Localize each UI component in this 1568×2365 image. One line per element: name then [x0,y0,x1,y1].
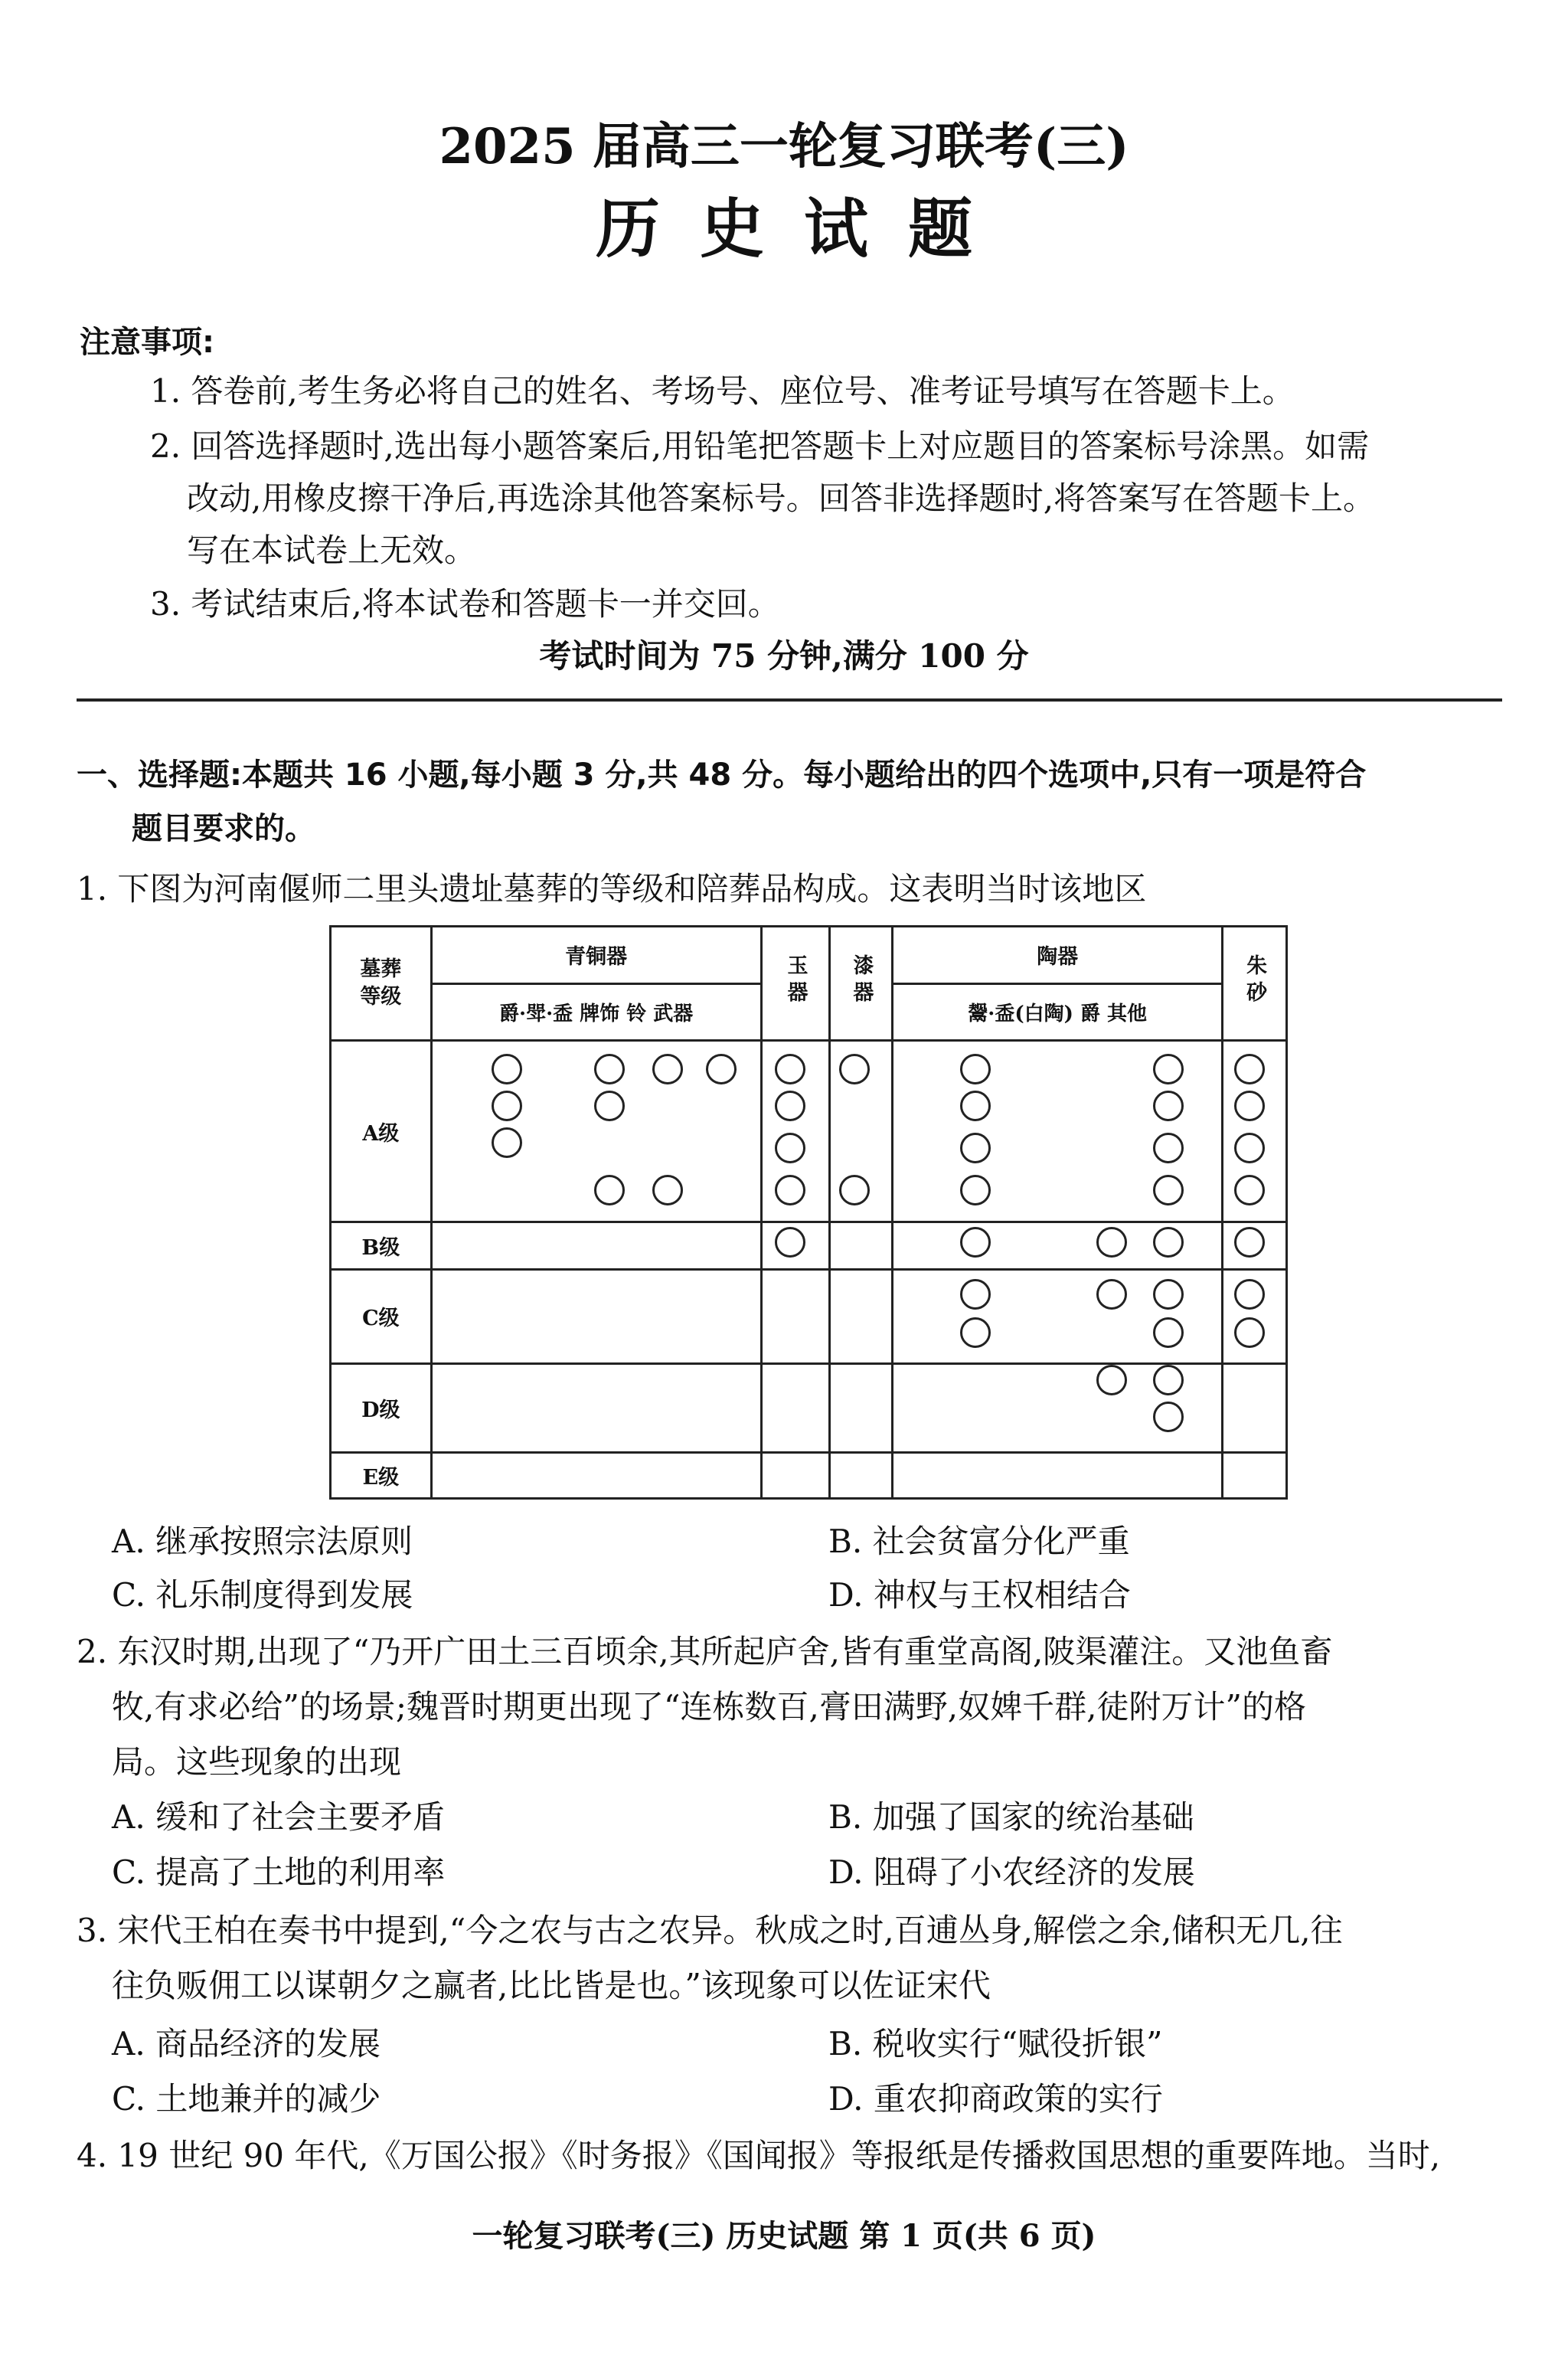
circle-a-pottery-other [1153,1175,1184,1205]
circle-a-cinnabar [1234,1091,1265,1121]
q3-option-b: B. 税收实行“赋役折银” [828,2025,1163,2062]
section-heading-cont: 题目要求的。 [132,811,315,846]
circle-a-bronze-jue [492,1054,522,1084]
exam-title: 2025 届高三一轮复习联考(三) [439,118,1129,175]
circle-b-pottery-jue [1096,1227,1127,1258]
circle-a-bronze-jue [492,1091,522,1121]
circle-c-cinnabar [1234,1279,1265,1310]
q2-option-c: C. 提高了土地的利用率 [112,1853,446,1891]
bronze-header: 青铜器 [431,927,761,984]
q2-stem-3: 局。这些现象的出现 [112,1743,402,1781]
q4-stem-1: 4. 19 世纪 90 年代,《万国公报》《时务报》《国闻报》等报纸是传播救国思想的重要阵地。当时, [77,2137,1441,2174]
circle-a-pottery-gui [960,1133,991,1163]
exam-time: 考试时间为 75 分钟,满分 100 分 [539,637,1029,675]
circle-a-lacquer [839,1175,870,1205]
q1-option-b: B. 社会贫富分化严重 [828,1523,1130,1560]
q3-option-a: A. 商品经济的发展 [112,2025,381,2062]
q1-option-c: C. 礼乐制度得到发展 [112,1576,413,1614]
pottery-subheader: 鬶·盉(白陶) 爵 其他 [893,983,1223,1041]
q2-stem-2: 牧,有求必给”的场景;魏晋时期更出现了“连栋数百,膏田满野,奴婢千群,徒附万计”的格 [112,1688,1306,1726]
q3-stem-2: 往负贩佣工以谋朝夕之赢者,比比皆是也。”该现象可以佐证宋代 [112,1967,991,2004]
circle-b-pottery-gui [960,1227,991,1258]
circle-c-pottery-jue [1096,1279,1127,1310]
subject-title: 历史试题 [595,191,1012,267]
burial-table [329,925,1288,1500]
circle-a-bronze-plaque [594,1091,625,1121]
circle-c-pottery-other [1153,1317,1184,1348]
circle-a-pottery-other [1153,1054,1184,1084]
q2-stem-1: 2. 东汉时期,出现了“乃开广田土三百顷余,其所起庐舍,皆有重堂高阁,陂渠灌注。又池鱼畜 [77,1633,1333,1670]
circle-a-jade [775,1091,805,1121]
circle-a-cinnabar [1234,1054,1265,1084]
rank-e: E级 [331,1452,432,1498]
circle-a-bronze-plaque [594,1054,625,1084]
cinnabar-header: 朱砂 [1223,927,1287,1041]
notice-heading: 注意事项: [80,325,214,360]
circle-a-jade [775,1054,805,1084]
circle-b-pottery-other [1153,1227,1184,1258]
circle-c-pottery-gui [960,1317,991,1348]
notice-item-2-cont: 改动,用橡皮擦干净后,再选涂其他答案标号。回答非选择题时,将答案写在答题卡上。 [187,479,1376,517]
page-footer: 一轮复习联考(三) 历史试题 第 1 页(共 6 页) [472,2218,1096,2254]
q1-option-d: D. 神权与王权相结合 [828,1576,1131,1614]
circle-c-cinnabar [1234,1317,1265,1348]
circle-d-pottery-other [1153,1402,1184,1432]
circle-a-jade [775,1175,805,1205]
rank-c: C级 [331,1270,432,1363]
circle-a-bronze-weapon [706,1054,737,1084]
circle-a-pottery-gui [960,1091,991,1121]
notice-item-2-cont2: 写在本试卷上无效。 [187,532,477,569]
rank-b: B级 [331,1222,432,1269]
q3-option-c: C. 土地兼并的减少 [112,2080,381,2118]
bronze-subheader: 爵·斝·盉 牌饰 铃 武器 [431,983,761,1041]
q1-option-a: A. 继承按照宗法原则 [112,1523,413,1560]
rank-a: A级 [331,1041,432,1222]
circle-c-pottery-gui [960,1279,991,1310]
notice-item-1: 1. 答卷前,考生务必将自己的姓名、考场号、座位号、准考证号填写在答题卡上。 [150,372,1295,410]
circle-a-bronze-plaque [594,1175,625,1205]
q2-option-b: B. 加强了国家的统治基础 [828,1798,1194,1836]
q1-stem: 1. 下图为河南偃师二里头遗址墓葬的等级和陪葬品构成。这表明当时该地区 [77,870,1147,908]
circle-a-bronze-jue [492,1127,522,1158]
circle-a-pottery-other [1153,1091,1184,1121]
circle-a-jade [775,1133,805,1163]
circle-a-cinnabar [1234,1175,1265,1205]
lacquer-header: 漆器 [830,927,893,1041]
circle-b-jade [775,1227,805,1258]
q3-stem-1: 3. 宋代王柏在奏书中提到,“今之农与古之农异。秋成之时,百逋丛身,解偿之余,储积无几,往 [77,1912,1343,1949]
notice-item-3: 3. 考试结束后,将本试卷和答题卡一并交回。 [150,585,780,623]
circle-a-pottery-gui [960,1175,991,1205]
circle-a-pottery-other [1153,1133,1184,1163]
rank-header: 墓葬等级 [331,927,432,1041]
circle-a-bronze-bell [652,1175,683,1205]
q3-option-d: D. 重农抑商政策的实行 [828,2080,1163,2118]
jade-header: 玉器 [761,927,830,1041]
section-heading: 一、选择题:本题共 16 小题,每小题 3 分,共 48 分。每小题给出的四个选项中,只有一项是符合 [77,757,1367,793]
circle-b-cinnabar [1234,1227,1265,1258]
circle-a-bronze-bell [652,1054,683,1084]
circle-a-lacquer [839,1054,870,1084]
circle-a-cinnabar [1234,1133,1265,1163]
q2-option-a: A. 缓和了社会主要矛盾 [112,1798,446,1836]
rank-d: D级 [331,1363,432,1452]
circle-d-pottery-other [1153,1365,1184,1395]
circle-c-pottery-other [1153,1279,1184,1310]
q2-option-d: D. 阻碍了小农经济的发展 [828,1853,1195,1891]
circle-d-pottery-jue [1096,1365,1127,1395]
pottery-header: 陶器 [893,927,1223,984]
notice-item-2: 2. 回答选择题时,选出每小题答案后,用铅笔把答题卡上对应题目的答案标号涂黑。如需 [150,427,1370,465]
divider-rule [77,698,1502,702]
circle-a-pottery-gui [960,1054,991,1084]
